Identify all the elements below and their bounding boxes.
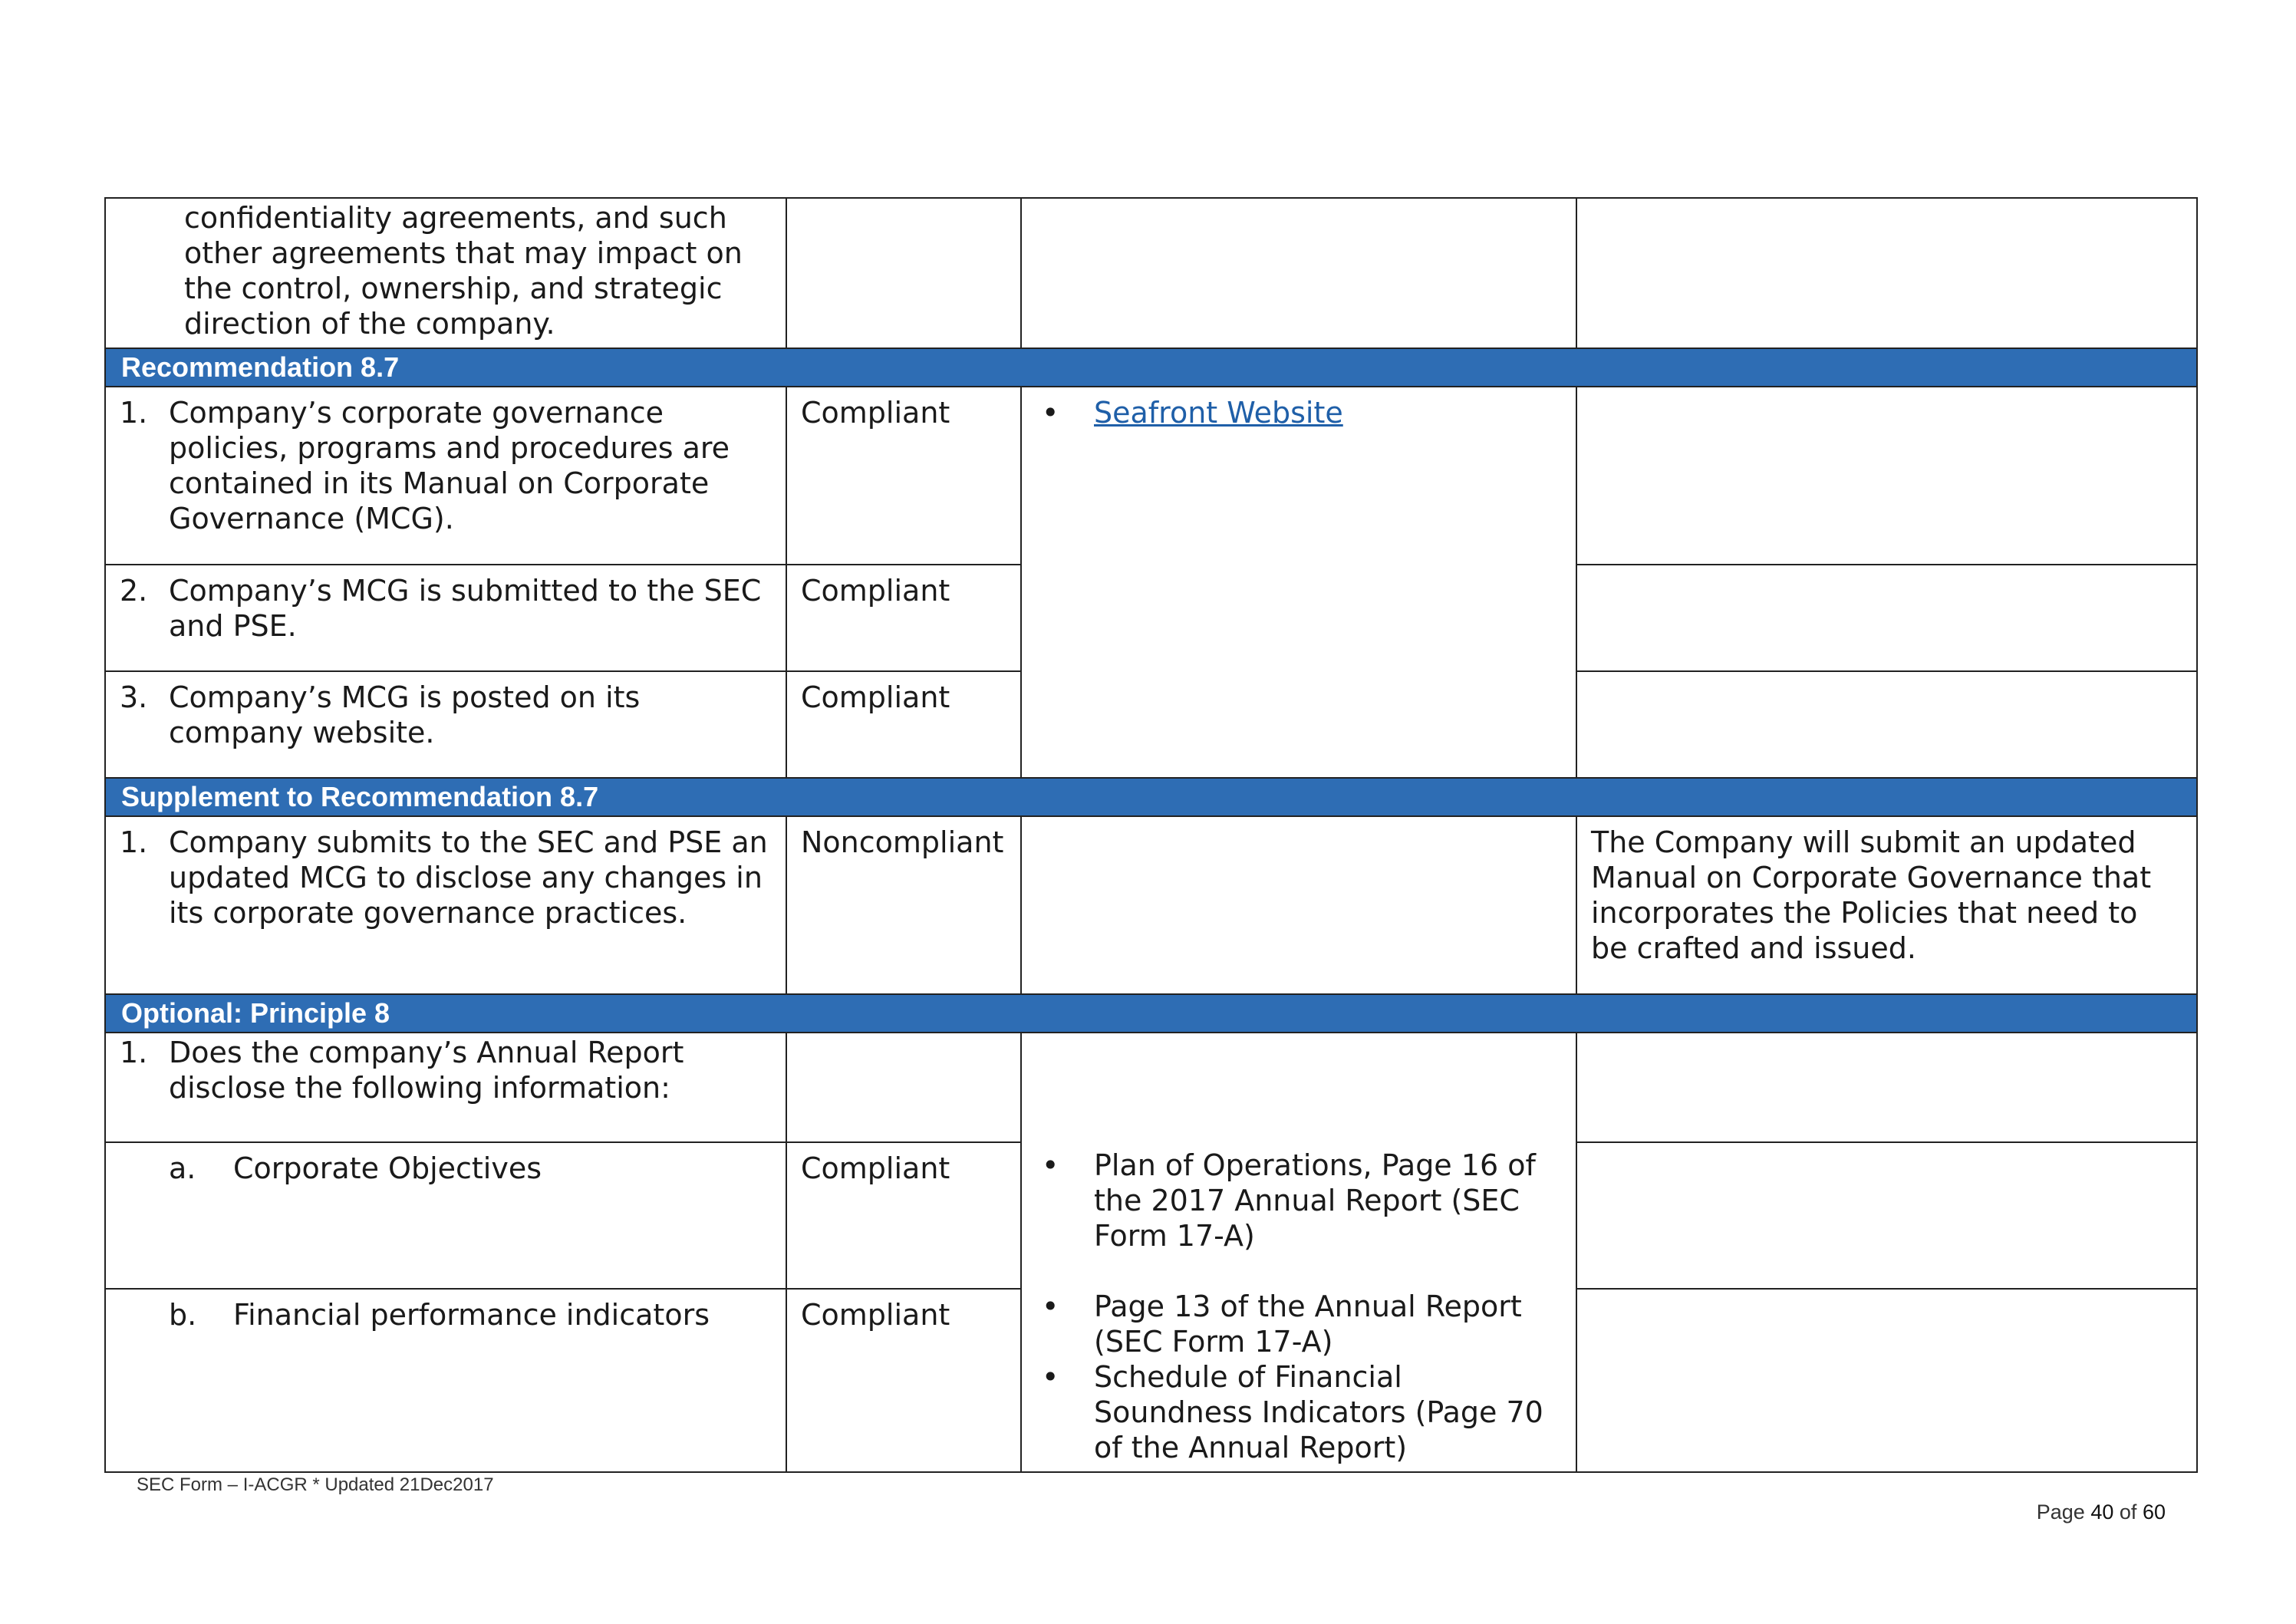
- item-cell: [105, 565, 786, 671]
- bullet-icon: •: [1042, 1360, 1059, 1394]
- table-row: [105, 387, 2197, 565]
- table-row: [105, 816, 2197, 994]
- item-letter: a.: [169, 1151, 196, 1186]
- page-total: 60: [2142, 1500, 2166, 1524]
- status-cell: Compliant: [786, 671, 1021, 778]
- page-current: 40: [2090, 1500, 2114, 1524]
- reference-item: [1036, 1289, 1562, 1359]
- list-item: [120, 1151, 772, 1186]
- item-text: Company’s corporate governance policies, programs and procedures are contained in its Manual on Corporate Governance (MCG).: [169, 396, 730, 535]
- item-text: Corporate Objectives: [233, 1151, 542, 1186]
- item-cell: [105, 1289, 786, 1472]
- item-text: Company’s MCG is posted on its company website.: [169, 680, 641, 749]
- governance-table: [104, 197, 2198, 1473]
- item-number: 1.: [120, 825, 148, 859]
- reference-list: [1036, 1148, 1562, 1465]
- item-number: 1.: [120, 1036, 148, 1069]
- item-cell: [105, 387, 786, 565]
- explanation-cell: [1576, 387, 2197, 565]
- reference-list: [1036, 395, 1562, 430]
- reference-text: Page 13 of the Annual Report (SEC Form 17-A): [1094, 1290, 1522, 1359]
- item-number: 1.: [120, 396, 148, 430]
- page-number: [2037, 1500, 2166, 1524]
- section-header-optional-principle-8: [105, 994, 2197, 1033]
- continued-ref-cell: [1021, 198, 1576, 348]
- list-item: [120, 395, 772, 536]
- continued-status-cell: [786, 198, 1021, 348]
- item-number: 2.: [120, 574, 148, 608]
- explanation-cell: [1576, 1142, 2197, 1289]
- status-cell: Compliant: [786, 387, 1021, 565]
- bullet-icon: •: [1042, 1148, 1059, 1182]
- item-cell: [105, 816, 786, 994]
- continued-row: [105, 198, 2197, 348]
- explanation-cell: [1576, 1289, 2197, 1472]
- reference-item: [1036, 1359, 1562, 1465]
- list-item: [120, 1297, 772, 1332]
- section-header-rec-8-7: [105, 348, 2197, 387]
- status-cell: Compliant: [786, 1289, 1021, 1472]
- table-row: [105, 1033, 2197, 1142]
- item-text: Does the company’s Annual Report disclose the following information:: [169, 1036, 684, 1105]
- bullet-icon: •: [1042, 1290, 1059, 1323]
- item-number: 3.: [120, 680, 148, 714]
- reference-text: Schedule of Financial Soundness Indicators (Page 70 of the Annual Report): [1094, 1360, 1543, 1464]
- list-item: [120, 680, 772, 750]
- item-text: Company’s MCG is submitted to the SEC and PSE.: [169, 574, 762, 643]
- explanation-cell: The Company will submit an updated Manual on Corporate Governance that incorporates the Policies that need to be crafted and issued.: [1576, 816, 2197, 994]
- explanation-cell: [1576, 671, 2197, 778]
- page-word: Page: [2036, 1500, 2085, 1524]
- continued-text: confidentiality agreements, and such other agreements that may impact on the control, ownership, and strategic direction of the company.: [184, 201, 743, 341]
- reference-cell: [1021, 1033, 1576, 1472]
- section-header-supplement-8-7: [105, 778, 2197, 816]
- status-cell: Compliant: [786, 1142, 1021, 1289]
- status-cell: [786, 1033, 1021, 1142]
- item-text: Financial performance indicators: [233, 1297, 710, 1332]
- reference-cell: [1021, 816, 1576, 994]
- list-item: [120, 573, 772, 644]
- reference-text: Plan of Operations, Page 16 of the 2017 Annual Report (SEC Form 17-A): [1094, 1148, 1536, 1253]
- explanation-cell: [1576, 565, 2197, 671]
- item-cell: [105, 671, 786, 778]
- item-text: Company submits to the SEC and PSE an updated MCG to disclose any changes in its corporate governance practices.: [169, 825, 768, 930]
- footer-form-label: SEC Form – I-ACGR * Updated 21Dec2017: [137, 1474, 494, 1495]
- list-item: [120, 1035, 772, 1105]
- page-of: of: [2119, 1500, 2137, 1524]
- seafront-website-link[interactable]: Seafront Website: [1094, 396, 1343, 430]
- continued-explanation-cell: [1576, 198, 2197, 348]
- list-item: [120, 825, 772, 931]
- bullet-icon: •: [1042, 396, 1059, 430]
- item-cell: [105, 1033, 786, 1142]
- reference-item: [1036, 395, 1562, 430]
- continued-text-cell: [105, 198, 786, 348]
- status-cell: Noncompliant: [786, 816, 1021, 994]
- reference-cell: [1021, 387, 1576, 778]
- section-header-label: Optional: Principle 8: [105, 994, 2197, 1033]
- status-cell: Compliant: [786, 565, 1021, 671]
- explanation-cell: [1576, 1033, 2197, 1142]
- section-header-label: Recommendation 8.7: [105, 348, 2197, 387]
- item-cell: [105, 1142, 786, 1289]
- reference-item: [1036, 1148, 1562, 1253]
- item-letter: b.: [169, 1297, 197, 1332]
- section-header-label: Supplement to Recommendation 8.7: [105, 778, 2197, 816]
